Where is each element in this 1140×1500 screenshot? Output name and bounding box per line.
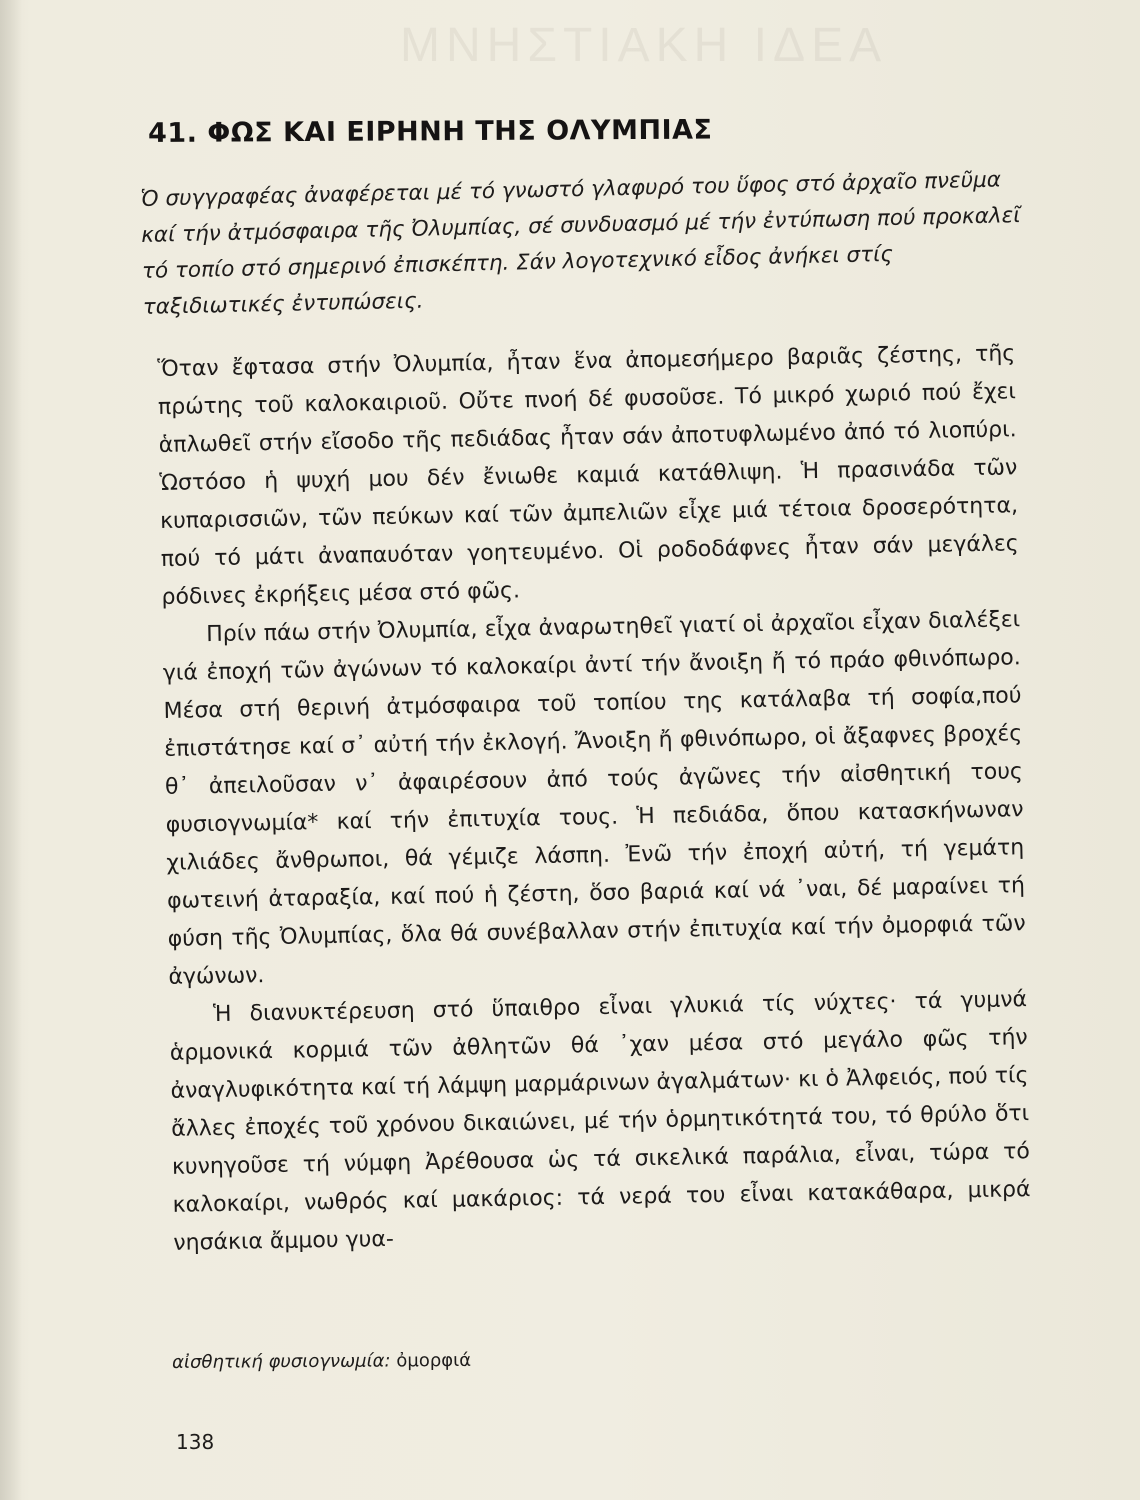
footnote — [172, 1348, 772, 1373]
footnote-term: αἰσθητική φυσιογνωμία: — [172, 1350, 391, 1373]
page-number: 138 — [176, 1430, 215, 1454]
page-binding-shadow — [0, 0, 22, 1500]
chapter-title: 41. ΦΩΣ ΚΑΙ ΕΙΡΗΝΗ ΤΗΣ ΟΛΥΜΠΙΑΣ — [148, 114, 713, 149]
intro-paragraph: Ὁ συγγραφέας ἀναφέρεται μέ τό γνωστό γλαφυρό του ὕφος στό ἀρχαῖο πνεῦμα καί τήν ἀτμόσφαιρα τῆς Ὀλυμπίας, σέ συνδυασμό μέ τήν ἐντύπωση πού προκαλεῖ τό τοπίο στό σημερινό ἐπισκέπτη. Σάν λογοτεχνικό εἶδος ἀνήκει στίς ταξιδιωτικές ἐντυπώσεις. — [140, 167, 1021, 320]
paragraph-1: Ὅταν ἔφτασα στήν Ὀλυμπία, ἦταν ἕνα ἀπομεσήμερο βαριᾶς ζέστης, τῆς πρώτης τοῦ καλοκαιριοῦ. Οὔτε πνοή δέ φυσοῦσε. Τό μικρό χωριό πού ἔχει ἁπλωθεῖ στήν εἴσοδο τῆς πεδιάδας ἦταν σάν ἀποτυφλωμένο ἀπό τό λιοπύρι. Ὡστόσο ἡ ψυχή μου δέν ἔνιωθε καμιά κατάθλιψη. Ἡ πρασινάδα τῶν κυπαρισσιῶν, τῶν πεύκων καί τῶν ἀμπελιῶν εἶχε μιά τέτοια δροσερότητα, πού τό μάτι ἀναπαυόταν γοητευμένο. Οἱ ροδοδάφνες ἦταν σάν μεγάλες ρόδινες ἐκρήξεις μέσα στό φῶς. — [157, 341, 1019, 610]
bleed-through-header: ΜΝΗΣΤΙΑΚΗ ΙΔΕΑ — [400, 19, 888, 72]
paragraph-2: Πρίν πάω στήν Ὀλυμπία, εἶχα ἀναρωτηθεῖ γιατί οἱ ἀρχαῖοι εἶχαν διαλέξει γιά ἐποχή τῶν ἀγώνων τό καλοκαίρι ἀντί τήν ἄνοιξη ἤ τό πράο φθινόπωρο. Μέσα στή θερινή ἀτμόσφαιρα τοῦ τοπίου της κατάλαβα τή σοφία,πού ἐπιστάτησε καί σ᾽ αὐτή τήν ἐκλογή. Ἄνοιξη ἤ φθινόπωρο, οἱ ἄξαφνες βροχές θ᾽ ἀπειλοῦσαν ν᾽ ἀφαιρέσουν ἀπό τούς ἀγῶνες τήν αἰσθητική τους φυσιογνωμία* καί τήν ἐπιτυχία τους. Ἡ πεδιάδα, ὅπου κατασκήνωναν χιλιάδες ἄνθρωποι, θά γέμιζε λάσπη. Ἐνῶ τήν ἐποχή αὐτή, τή γεμάτη φωτεινή ἀταραξία, καί πού ἡ ζέστη, ὅσο βαριά καί νά ᾽ναι, δέ μαραίνει τή φύση τῆς Ὀλυμπίας, ὅλα θά συνέβαλλαν στήν ἐπιτυχία καί τήν ὀμορφιά τῶν ἀγώνων. — [162, 607, 1026, 990]
main-text — [157, 335, 1032, 1263]
footnote-definition: ὀμορφιά — [396, 1349, 472, 1372]
paragraph-3: Ἡ διανυκτέρευση στό ὕπαιθρο εἶναι γλυκιά τίς νύχτες· τά γυμνά ἁρμονικά κορμιά τῶν ἀθλητῶν θά ᾽χαν μέσα στό μεγάλο φῶς τήν ἀναγλυφικότητα καί τή λάμψη μαρμάρινων ἀγαλμάτων· κι ὁ Ἀλφειός, πού τίς ἄλλες ἐποχές τοῦ χρόνου δικαιώνει, μέ τήν ὁρμητικότητά του, τό θρύλο ὅτι κυνηγοῦσε τή νύμφη Ἀρέθουσα ὡς τά σικελικά παράλια, εἶναι, τώρα τό καλοκαίρι, νωθρός καί μακάριος: τά νερά του εἶναι κατακάθαρα, μικρά νησάκια ἄμμου γυα- — [169, 987, 1031, 1256]
